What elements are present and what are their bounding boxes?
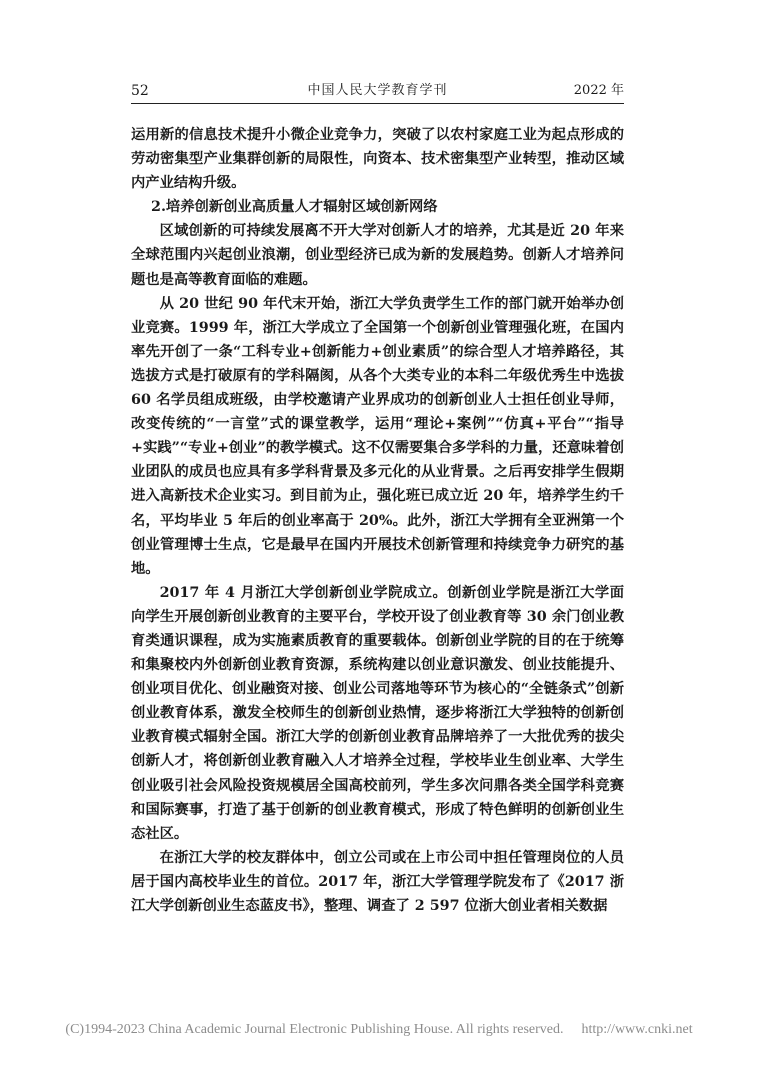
header-rule bbox=[131, 103, 624, 104]
footer-url[interactable]: http://www.cnki.net bbox=[581, 1022, 693, 1037]
article-body bbox=[131, 123, 624, 918]
paragraph: 在浙江大学的校友群体中，创立公司或在上市公司中担任管理岗位的人员居于国内高校毕业生的首位。2017 年，浙江大学管理学院发布了《2017 浙江大学创新创业生态蓝皮书》，整理、调查了 2 597 位浙大创业者相关数据 bbox=[131, 849, 624, 914]
publication-year: 2022 年 bbox=[573, 83, 624, 98]
section-heading: 2.培养创新创业高质量人才辐射区域创新网络 bbox=[151, 199, 438, 216]
copyright-footer bbox=[0, 1022, 758, 1038]
paragraph: 2017 年 4 月浙江大学创新创业学院成立。创新创业学院是浙江大学面向学生开展创新创业教育的主要平台，学校开设了创业教育等 30 余门创业教育类通识课程，成为实施素质教育的重要载体。创新创业学院的目的在于统筹和集聚校内外创新创业教育资源，系统构建以创业意识激发、创业技能提升、创业项目优化、创业融资对接、创业公司落地等环节为核心的“全链条式”创新创业教育体系，激发全校师生的创新创业热情，逐步将浙江大学独特的创新创业教育模式辐射全国。浙江大学的创新创业教育品牌培养了一大批优秀的拔尖创新人才，将创新创业教育融入人才培养全过程，学校毕业生创业率、大学生创业吸引社会风险投资规模居全国高校前列，学生多次问鼎各类全国学科竞赛和国际赛事，打造了基于创新的创业教育模式，形成了特色鲜明的创新创业生态社区。 bbox=[131, 584, 624, 842]
journal-title: 中国人民大学教育学刊 bbox=[307, 83, 448, 98]
copyright-text: (C)1994-2023 China Academic Journal Electronic Publishing House. All rights reserved. bbox=[65, 1022, 564, 1037]
running-header bbox=[131, 82, 624, 104]
paragraph: 运用新的信息技术提升小微企业竞争力，突破了以农村家庭工业为起点形成的劳动密集型产业集群创新的局限性，向资本、技术密集型产业转型，推动区域内产业结构升级。 bbox=[131, 127, 624, 192]
page-number: 52 bbox=[131, 83, 149, 99]
paragraph: 区域创新的可持续发展离不开大学对创新人才的培养，尤其是近 20 年来全球范围内兴起创业浪潮，创业型经济已成为新的发展趋势。创新人才培养问题也是高等教育面临的难题。 bbox=[131, 223, 624, 288]
paragraph: 从 20 世纪 90 年代末开始，浙江大学负责学生工作的部门就开始举办创业竞赛。1999 年，浙江大学成立了全国第一个创新创业管理强化班，在国内率先开创了一条“工科专业+创新能力+创业素质”的综合型人才培养路径，其选拔方式是打破原有的学科隔阂，从各个大类专业的本科二年级优秀生中选拔 60 名学员组成班级，由学校邀请产业界成功的创新创业人士担任创业导师，改变传统的“一言堂”式的课堂教学，运用“理论+案例”“仿真+平台”“指导+实践”“专业+创业”的教学模式。这不仅需要集合多学科的力量，还意味着创业团队的成员也应具有多学科背景及多元化的从业背景。之后再安排学生假期进入高新技术企业实习。到目前为止，强化班已成立近 20 年，培养学生约千名，平均毕业 5 年后的创业率高于 20%。此外，浙江大学拥有全亚洲第一个创业管理博士生点，它是最早在国内开展技术创新管理和持续竞争力研究的基地。 bbox=[131, 295, 624, 577]
